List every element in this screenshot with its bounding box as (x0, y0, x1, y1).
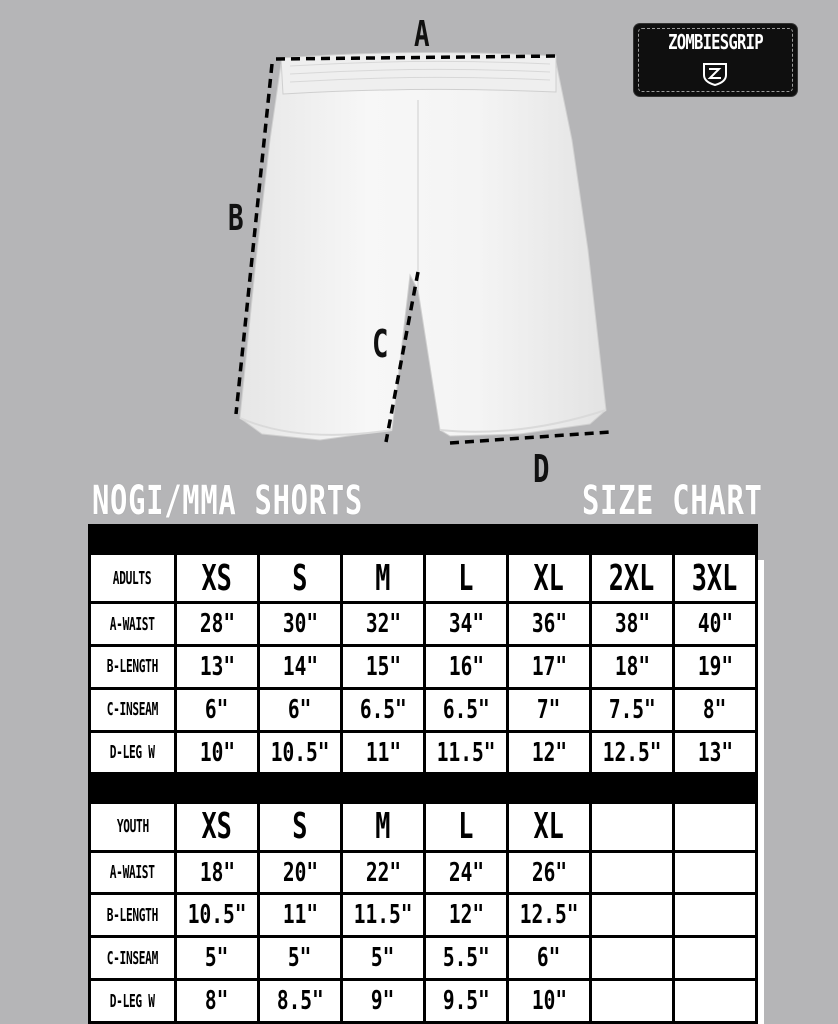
youth-size-header-row (90, 802, 757, 851)
adults-value: 7.5" (608, 694, 656, 725)
adults-row-label-cell (90, 646, 176, 689)
youth-value-cell (425, 894, 508, 937)
product-title: NOGI/MMA SHORTS (92, 478, 363, 524)
adults-size-cell (591, 554, 674, 603)
youth-value-cell (342, 894, 425, 937)
adults-value: 40" (697, 609, 733, 640)
youth-value-cell (342, 937, 425, 980)
adults-row-label: B-LENGTH (106, 656, 159, 678)
youth-value-cell (425, 851, 508, 894)
adults-size-label: XL (533, 557, 565, 599)
youth-value-cell (176, 937, 259, 980)
youth-value: 24" (448, 857, 484, 888)
adults-measurement-row (90, 731, 757, 774)
adults-value: 7" (537, 694, 561, 725)
adults-size-cell (425, 554, 508, 603)
adults-value: 11.5" (436, 737, 496, 768)
youth-size-label: M (375, 806, 391, 848)
adults-value: 38" (614, 609, 650, 640)
shorts-body (240, 62, 606, 440)
youth-value: 9" (371, 986, 395, 1017)
youth-size-cell (176, 802, 259, 851)
bar-cell (591, 774, 674, 802)
youth-value: 6" (537, 943, 561, 974)
youth-value-cell (591, 980, 674, 1023)
adults-value-cell (259, 688, 342, 731)
youth-size-cell (591, 802, 674, 851)
adults-value: 16" (448, 651, 484, 682)
adults-value: 13" (697, 737, 733, 768)
youth-value-cell (591, 937, 674, 980)
youth-row-label: C-INSEAM (106, 947, 159, 969)
adults-measurement-row (90, 603, 757, 646)
youth-size-label: L (458, 806, 474, 848)
youth-value: 10" (531, 986, 567, 1017)
youth-value-cell (674, 937, 757, 980)
adults-value: 11" (365, 737, 401, 768)
adults-value-cell (259, 603, 342, 646)
brand-logo (634, 24, 797, 96)
adults-row-label-cell (90, 603, 176, 646)
youth-value-cell (176, 851, 259, 894)
youth-value-cell (508, 851, 591, 894)
adults-row-label-cell (90, 731, 176, 774)
adults-value-cell (342, 688, 425, 731)
youth-size-cell (674, 802, 757, 851)
youth-measurement-row (90, 894, 757, 937)
youth-value-cell (508, 937, 591, 980)
bar-cell (508, 774, 591, 802)
dimension-label-c: C (372, 322, 389, 366)
youth-row-label: A-WAIST (110, 862, 155, 884)
size-chart-table (88, 524, 758, 1024)
adults-value: 6" (288, 694, 312, 725)
adults-value: 12" (531, 737, 567, 768)
size-chart-title: SIZE CHART (582, 478, 763, 524)
adults-value: 14" (282, 651, 318, 682)
youth-row-label-cell (90, 894, 176, 937)
bar-cell (176, 774, 259, 802)
adults-value-cell (508, 603, 591, 646)
adults-value: 36" (531, 609, 567, 640)
adults-value: 10" (199, 737, 235, 768)
adults-measurement-row (90, 688, 757, 731)
adults-size-cell (674, 554, 757, 603)
adults-value: 18" (614, 651, 650, 682)
youth-value-cell (508, 894, 591, 937)
adults-size-cell (259, 554, 342, 603)
adults-value: 28" (199, 609, 235, 640)
adults-value-cell (425, 646, 508, 689)
youth-value: 8.5" (276, 986, 324, 1017)
youth-value: 22" (365, 857, 401, 888)
adults-value-cell (591, 688, 674, 731)
adults-size-label: 2XL (609, 557, 655, 599)
adults-size-label: M (375, 557, 391, 599)
adults-value: 34" (448, 609, 484, 640)
youth-value-cell (591, 894, 674, 937)
youth-value: 5" (288, 943, 312, 974)
youth-measurement-row (90, 980, 757, 1023)
youth-value: 18" (199, 857, 235, 888)
youth-value-cell (508, 980, 591, 1023)
adults-value: 32" (365, 609, 401, 640)
youth-value: 5.5" (442, 943, 490, 974)
bar-cell (259, 526, 342, 554)
brand-logo-text: ZOMBIESGRIP (668, 30, 763, 54)
adults-value: 6.5" (359, 694, 407, 725)
bar-cell (342, 774, 425, 802)
adults-value-cell (259, 646, 342, 689)
youth-value-cell (342, 980, 425, 1023)
adults-value: 12.5" (602, 737, 662, 768)
adults-value: 6" (205, 694, 229, 725)
youth-value: 10.5" (187, 900, 247, 931)
youth-value-cell (259, 894, 342, 937)
youth-header-label: YOUTH (116, 816, 149, 838)
youth-size-label: XS (201, 806, 233, 848)
adults-measurement-row (90, 646, 757, 689)
youth-value: 9.5" (442, 986, 490, 1017)
adults-value: 8" (703, 694, 727, 725)
adults-value: 30" (282, 609, 318, 640)
youth-value-cell (674, 980, 757, 1023)
bar-cell (425, 774, 508, 802)
adults-size-cell (176, 554, 259, 603)
youth-value-cell (425, 937, 508, 980)
adults-value-cell (176, 646, 259, 689)
adults-value-cell (176, 731, 259, 774)
dimension-label-b: B (228, 198, 244, 239)
youth-row-label-cell (90, 851, 176, 894)
youth-value-cell (674, 851, 757, 894)
adults-value: 13" (199, 651, 235, 682)
adults-value-cell (508, 646, 591, 689)
youth-value-cell (259, 937, 342, 980)
youth-size-cell (508, 802, 591, 851)
bar-cell (508, 526, 591, 554)
adults-row-label: D-LEG W (110, 742, 155, 764)
bar-cell (176, 526, 259, 554)
youth-measurement-row (90, 851, 757, 894)
adults-size-label: 3XL (692, 557, 738, 599)
bar-cell (342, 526, 425, 554)
adults-value-cell (176, 688, 259, 731)
adults-size-label: XS (201, 557, 233, 599)
adults-value: 15" (365, 651, 401, 682)
youth-size-cell (425, 802, 508, 851)
adults-value-cell (591, 731, 674, 774)
adults-value-cell (591, 646, 674, 689)
adults-size-cell (342, 554, 425, 603)
youth-size-cell (259, 802, 342, 851)
adults-value-cell (508, 731, 591, 774)
youth-value: 26" (531, 857, 567, 888)
adults-header-label: ADULTS (113, 567, 152, 589)
adults-size-cell (508, 554, 591, 603)
youth-value: 12" (448, 900, 484, 931)
youth-value-cell (259, 851, 342, 894)
adults-value-cell (674, 603, 757, 646)
adults-value-cell (591, 603, 674, 646)
section-divider-bar (90, 774, 757, 802)
youth-row-label: B-LENGTH (106, 904, 159, 926)
bar-cell (674, 526, 757, 554)
adults-header-cell (90, 554, 176, 603)
adults-value: 19" (697, 651, 733, 682)
youth-size-cell (342, 802, 425, 851)
adults-row-label: A-WAIST (110, 613, 155, 635)
dimension-label-a: A (414, 14, 430, 55)
adults-size-label: S (292, 557, 308, 599)
adults-value: 6.5" (442, 694, 490, 725)
adults-size-header-row (90, 554, 757, 603)
adults-value-cell (342, 646, 425, 689)
adults-value-cell (342, 731, 425, 774)
adults-value-cell (425, 603, 508, 646)
adults-value-cell (425, 688, 508, 731)
youth-measurement-row (90, 937, 757, 980)
adults-value-cell (425, 731, 508, 774)
bar-cell (425, 526, 508, 554)
youth-row-label-cell (90, 980, 176, 1023)
adults-value-cell (508, 688, 591, 731)
youth-value: 12.5" (519, 900, 579, 931)
youth-row-label-cell (90, 937, 176, 980)
youth-value-cell (176, 894, 259, 937)
adults-value-cell (674, 688, 757, 731)
youth-row-label: D-LEG W (110, 990, 155, 1012)
adults-value-cell (342, 603, 425, 646)
youth-size-label: S (292, 806, 308, 848)
adults-value-cell (259, 731, 342, 774)
youth-value-cell (674, 894, 757, 937)
dimension-label-d: D (533, 447, 550, 491)
bar-cell (259, 774, 342, 802)
youth-value: 5" (205, 943, 229, 974)
bar-cell (674, 774, 757, 802)
youth-size-label: XL (533, 806, 565, 848)
youth-value-cell (259, 980, 342, 1023)
youth-value: 11.5" (353, 900, 413, 931)
youth-value-cell (176, 980, 259, 1023)
adults-value-cell (674, 731, 757, 774)
youth-value-cell (342, 851, 425, 894)
bar-cell (90, 526, 176, 554)
youth-value-cell (425, 980, 508, 1023)
adults-value: 10.5" (270, 737, 330, 768)
adults-value-cell (176, 603, 259, 646)
adults-value: 17" (531, 651, 567, 682)
brand-shield-icon (702, 61, 728, 87)
adults-size-label: L (458, 557, 474, 599)
adults-value-cell (674, 646, 757, 689)
youth-value: 11" (282, 900, 318, 931)
youth-value: 5" (371, 943, 395, 974)
youth-value: 20" (282, 857, 318, 888)
adults-row-label: C-INSEAM (106, 699, 159, 721)
youth-value: 8" (205, 986, 229, 1017)
adults-top-bar (90, 526, 757, 554)
bar-cell (90, 774, 176, 802)
bar-cell (591, 526, 674, 554)
youth-value-cell (591, 851, 674, 894)
adults-row-label-cell (90, 688, 176, 731)
youth-header-cell (90, 802, 176, 851)
